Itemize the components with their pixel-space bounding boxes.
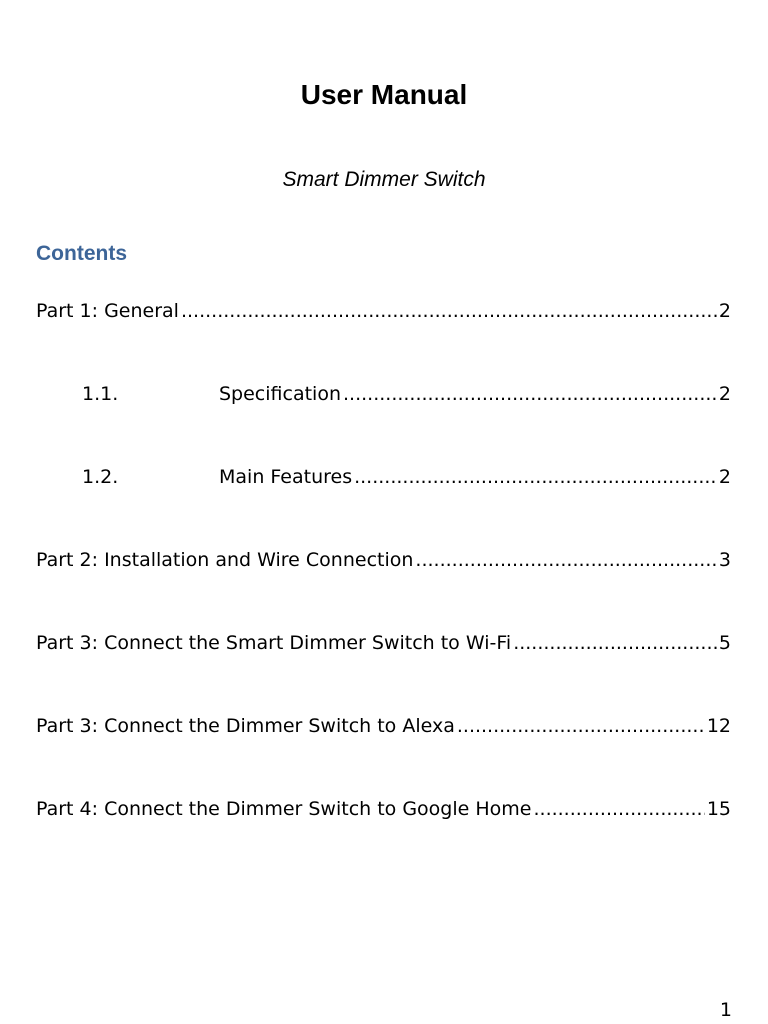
toc-entry-part-2-installation[interactable] (36, 547, 731, 573)
toc-dot-leader (354, 464, 717, 490)
toc-entry-specification[interactable] (82, 381, 731, 407)
page-number: 1 (719, 999, 732, 1021)
toc-entry-title: Part 3: Connect the Dimmer Switch to Alexa (36, 715, 455, 737)
document-title: User Manual (300, 79, 468, 110)
toc-dot-leader (513, 630, 717, 656)
toc-entry-title: Part 3: Connect the Smart Dimmer Switch to Wi-Fi (36, 632, 512, 654)
toc-entry-part-4-google-home[interactable] (36, 796, 731, 822)
toc-entry-part-3-alexa[interactable] (36, 713, 731, 739)
toc-dot-leader (533, 796, 704, 822)
toc-entry-page: 2 (718, 300, 731, 322)
contents-heading: Contents (36, 242, 127, 265)
toc-entry-title: Specification (219, 383, 341, 405)
toc-entry-page: 3 (718, 549, 731, 571)
document-subtitle: Smart Dimmer Switch (282, 168, 486, 191)
toc-entry-number: 1.2. (82, 466, 119, 488)
toc-entry-part-3-wifi[interactable] (36, 630, 731, 656)
toc-dot-leader (415, 547, 716, 573)
toc-entry-title: Part 1: General (36, 300, 179, 322)
toc-entry-title: Main Features (219, 466, 353, 488)
toc-entry-main-features[interactable] (82, 464, 731, 490)
toc-entry-page: 15 (706, 798, 731, 820)
toc-entry-page: 5 (718, 632, 731, 654)
toc-entry-title: Part 2: Installation and Wire Connection (36, 549, 414, 571)
toc-entry-number: 1.1. (82, 383, 119, 405)
toc-entry-part-1-general[interactable] (36, 298, 731, 324)
toc-dot-leader (457, 713, 705, 739)
toc-entry-page: 2 (718, 383, 731, 405)
toc-dot-leader (343, 381, 717, 407)
toc-entry-title: Part 4: Connect the Dimmer Switch to Google Home (36, 798, 532, 820)
toc-entry-page: 2 (718, 466, 731, 488)
toc-dot-leader (181, 298, 717, 324)
toc-entry-page: 12 (706, 715, 731, 737)
